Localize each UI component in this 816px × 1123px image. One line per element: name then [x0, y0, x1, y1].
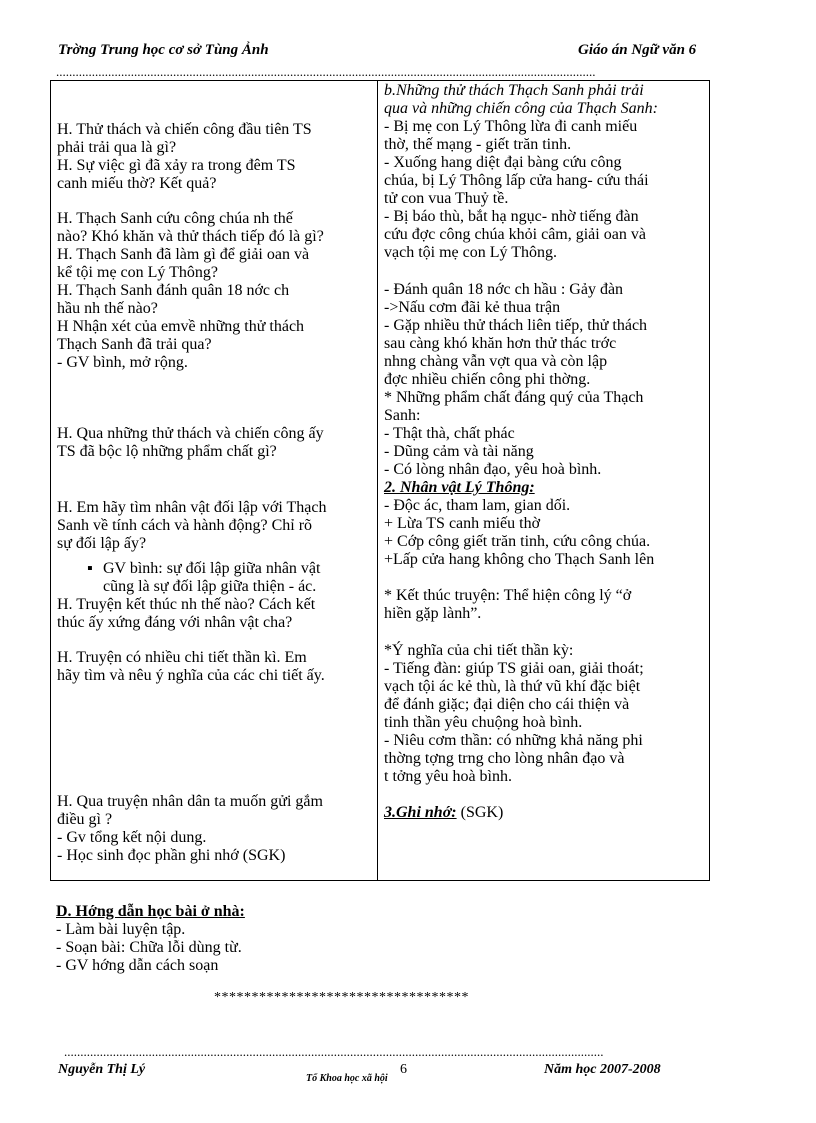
left-line: cũng là sự đối lập giữa thiện - ác.	[103, 578, 317, 595]
right-line: - Niêu cơm thần: có những khả năng phi	[384, 732, 643, 749]
right-line: - Tiếng đàn: giúp TS giải oan, giải thoát;	[384, 660, 644, 677]
right-line: - Dũng cảm và tài năng	[384, 443, 534, 460]
left-line: - Học sinh đọc phần ghi nhớ (SGK)	[57, 847, 286, 864]
homework-item: - Làm bài luyện tập.	[56, 921, 186, 938]
right-line: đợc nhiều chiến công phi thờng.	[384, 371, 591, 388]
left-line: Thạch Sanh đã trải qua?	[57, 336, 212, 353]
left-line: hầu nh thế nào?	[57, 300, 158, 317]
right-line: nhng chàng vẫn vợt qua và còn lập	[384, 353, 608, 370]
section-ghi-nho	[384, 804, 503, 822]
left-line: kể tội mẹ con Lý Thông?	[57, 264, 218, 281]
homework-title: D. Hớng dẫn học bài ở nhà:	[56, 903, 245, 920]
right-heading: b.Những thử thách Thạch Sanh phải trải	[384, 82, 644, 99]
left-line: H. Em hãy tìm nhân vật đối lập với Thạch	[57, 499, 327, 516]
left-line: - Gv tổng kết nội dung.	[57, 829, 207, 846]
footer-author: Nguyễn Thị Lý	[58, 1062, 146, 1077]
right-line: - Bị báo thù, bắt hạ ngục- nhờ tiếng đàn	[384, 208, 639, 225]
right-line: thờng tợng trng cho lòng nhân đạo và	[384, 750, 625, 767]
right-line: tinh thần yêu chuộng hoà bình.	[384, 714, 583, 731]
right-line: - Xuống hang diệt đại bàng cứu công	[384, 154, 622, 171]
left-line: Sanh về tính cách và hành động? Chỉ rõ	[57, 517, 313, 534]
footer-year: Năm học 2007-2008	[544, 1062, 661, 1077]
header-school: Trờng Trung học cơ sở Tùng Ảnh	[58, 42, 269, 58]
right-line: sau càng khó khăn hơn thử thác trớc	[384, 335, 617, 352]
left-line: canh miếu thờ? Kết quả?	[57, 175, 217, 192]
right-line: * Những phẩm chất đáng quý của Thạch	[384, 389, 644, 406]
right-line: - Có lòng nhân đạo, yêu hoà bình.	[384, 461, 602, 478]
left-line: nào? Khó khăn và thử thách tiếp đó là gì?	[57, 228, 324, 245]
right-line: t tởng yêu hoà bình.	[384, 768, 512, 785]
right-line: tử con vua Thuỷ tề.	[384, 190, 509, 207]
right-line: cứu đợc công chúa khỏi câm, giải oan và	[384, 226, 646, 243]
right-line: +Lấp cửa hang không cho Thạch Sanh lên	[384, 551, 655, 568]
left-line: điều gì ?	[57, 811, 113, 828]
page-number: 6	[400, 1062, 407, 1077]
right-line: thờ, thế mạng - giết trăn tinh.	[384, 136, 572, 153]
right-line: ->Nấu cơm đãi kẻ thua trận	[384, 299, 561, 316]
right-line: - Đánh quân 18 nớc ch hầu : Gảy đàn	[384, 281, 624, 298]
right-line: *Ý nghĩa của chi tiết thần kỳ:	[384, 642, 574, 659]
left-line: H Nhận xét của emvề những thử thách	[57, 318, 305, 335]
right-line: hiền gặp lành”.	[384, 605, 482, 622]
left-line: H. Thử thách và chiến công đầu tiên TS	[57, 121, 312, 138]
right-line: * Kết thúc truyện: Thể hiện công lý “ở	[384, 587, 632, 604]
separator-stars: **********************************	[214, 990, 469, 1005]
left-line: TS đã bộc lộ những phẩm chất gì?	[57, 443, 277, 460]
header-subject: Giáo án Ngữ văn 6	[578, 42, 697, 58]
right-heading: qua và những chiến công của Thạch Sanh:	[384, 100, 659, 117]
right-column	[378, 80, 710, 881]
left-line: sự đối lập ấy?	[57, 535, 147, 552]
header-dots: ......................................................................................................................................................................	[56, 64, 596, 79]
ghi-nho-tail: (SGK)	[456, 804, 504, 821]
right-line: chúa, bị Lý Thông lấp cửa hang- cứu thái	[384, 172, 649, 189]
right-line: + Lừa TS canh miếu thờ	[384, 515, 541, 532]
section-heading-ly-thong: 2. Nhân vật Lý Thông:	[384, 479, 535, 496]
left-line: H. Sự việc gì đã xảy ra trong đêm TS	[57, 157, 296, 174]
left-line: H. Thạch Sanh đã làm gì để giải oan và	[57, 246, 310, 263]
right-line: Sanh:	[384, 407, 421, 424]
right-line: + Cớp công giết trăn tinh, cứu công chúa.	[384, 533, 651, 550]
homework-item: - GV hớng dẫn cách soạn	[56, 957, 219, 974]
left-line: hãy tìm và nêu ý nghĩa của các chi tiết ấy.	[57, 667, 325, 684]
left-line: H. Qua những thử thách và chiến công ấy	[57, 425, 324, 442]
left-bullet: ▪	[87, 560, 93, 577]
left-line: thúc ấy xứng đáng với nhân vật cha?	[57, 614, 293, 631]
right-line: - Thật thà, chất phác	[384, 425, 515, 442]
left-line: GV bình: sự đối lập giữa nhân vật	[103, 560, 321, 577]
left-line: - GV bình, mở rộng.	[57, 354, 188, 371]
left-line: H. Qua truyện nhân dân ta muốn gửi gắm	[57, 793, 323, 810]
ghi-nho-label: 3.Ghi nhớ:	[384, 804, 457, 821]
right-line: - Gặp nhiều thử thách liên tiếp, thử thách	[384, 317, 648, 334]
footer-dots: ......................................................................................................................................................................	[64, 1044, 604, 1059]
left-line: H. Truyện kết thúc nh thế nào? Cách kết	[57, 596, 316, 613]
homework-item: - Soạn bài: Chữa lỗi dùng từ.	[56, 939, 242, 956]
right-line: vạch tội ác kẻ thù, là thứ vũ khí đặc biệt	[384, 678, 641, 695]
right-line: để đánh giặc; đại diện cho cái thiện và	[384, 696, 630, 713]
left-line: H. Truyện có nhiều chi tiết thần kì. Em	[57, 649, 307, 666]
left-line: H. Thạch Sanh đánh quân 18 nớc ch	[57, 282, 290, 299]
footer-dept: Tổ Khoa học xã hội	[306, 1073, 388, 1084]
left-line: phải trải qua là gì?	[57, 139, 177, 156]
right-line: - Bị mẹ con Lý Thông lừa đi canh miếu	[384, 118, 638, 135]
left-line: H. Thạch Sanh cứu công chúa nh thế	[57, 210, 293, 227]
right-line: vạch tội mẹ con Lý Thông.	[384, 244, 557, 261]
right-line: - Độc ác, tham lam, gian dối.	[384, 497, 571, 514]
